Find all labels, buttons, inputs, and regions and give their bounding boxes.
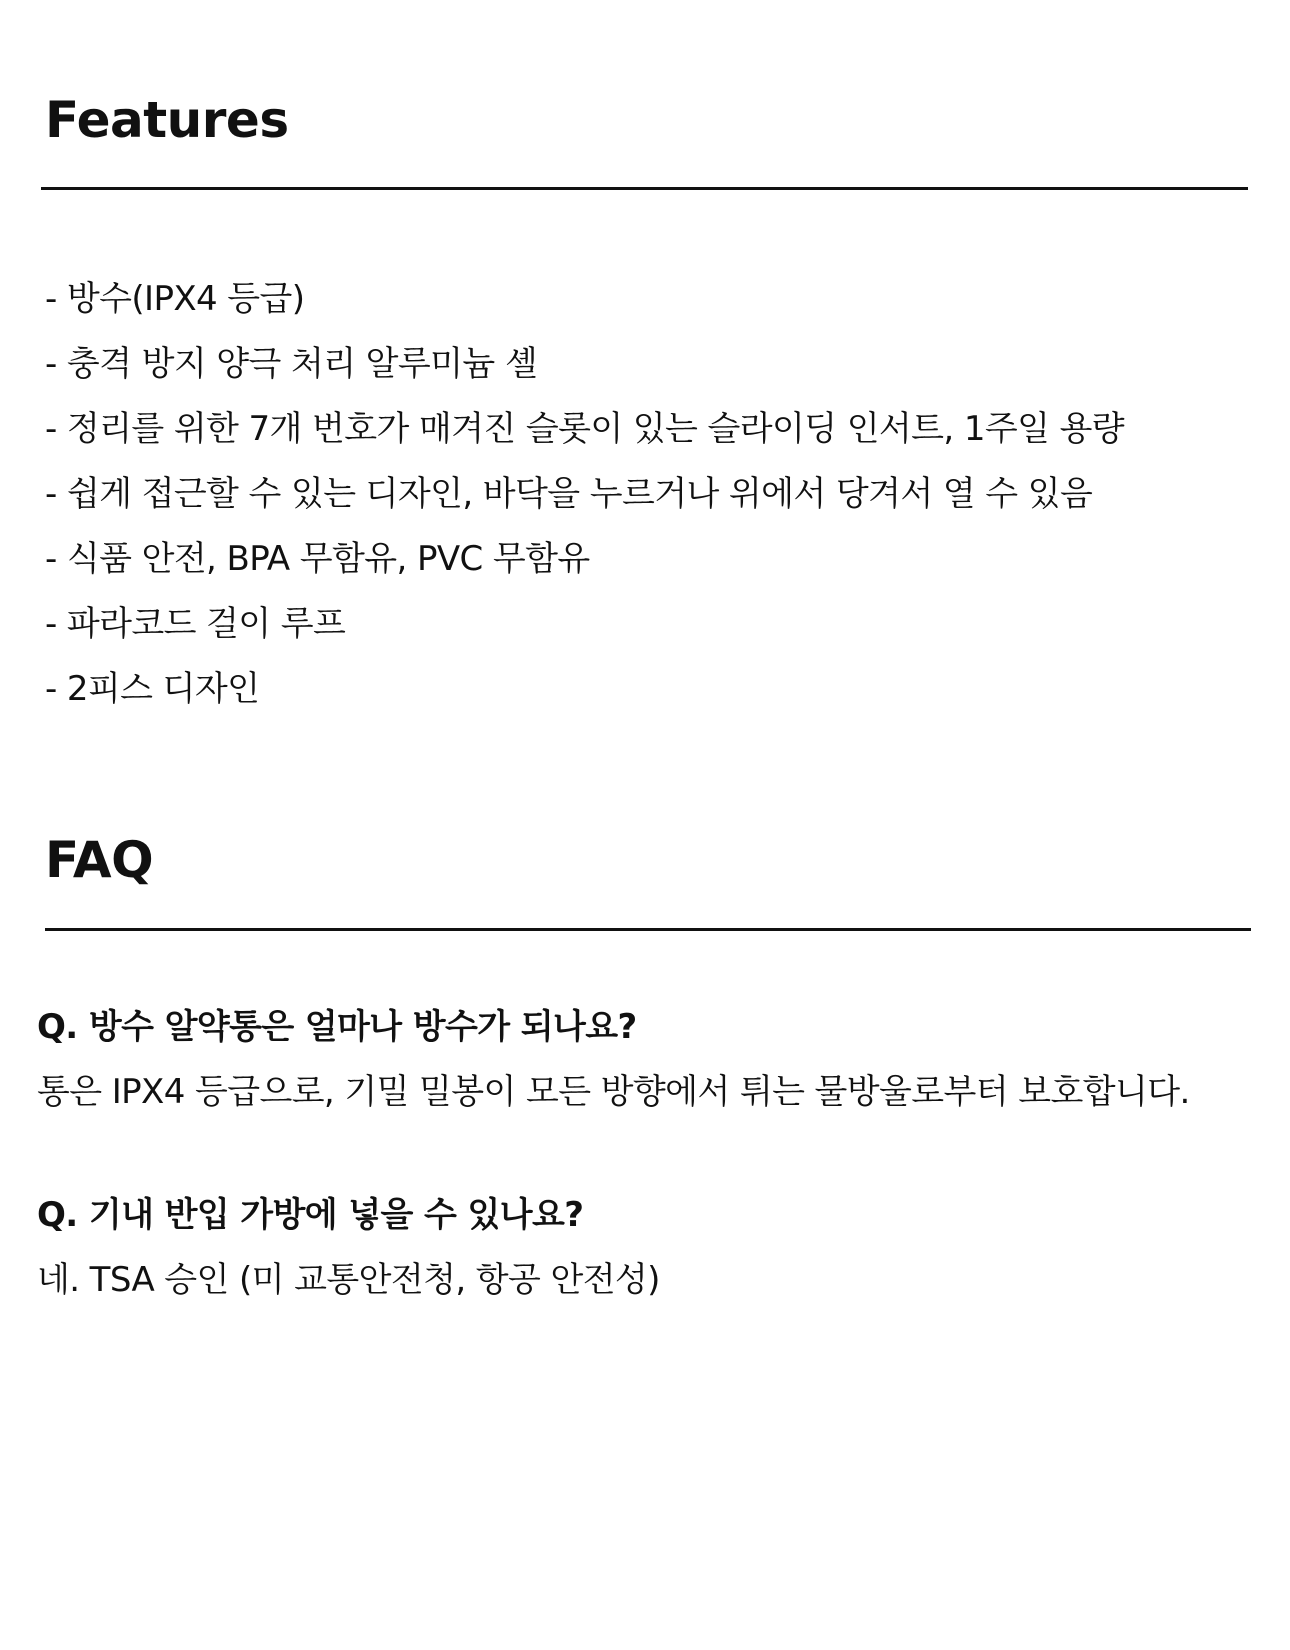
features-list [45,279,1125,737]
faq-heading: FAQ [45,831,154,889]
faq-list [37,1007,1190,1386]
list-item: - 2피스 디자인 [45,669,260,709]
list-item: - 파라코드 걸이 루프 [45,604,346,644]
list-item: - 쉽게 접근할 수 있는 디자인, 바닥을 누르거나 위에서 당겨서 열 수 있음 [45,474,1093,514]
faq-answer: 통은 IPX4 등급으로, 기밀 밀봉이 모든 방향에서 튀는 물방울로부터 보호합니다. [37,1072,1190,1112]
features-divider [41,187,1248,190]
features-heading: Features [45,91,289,149]
list-item: - 충격 방지 양극 처리 알루미늄 셸 [45,344,538,384]
faq-item [37,1195,1190,1328]
faq-answer: 네. TSA 승인 (미 교통안전청, 항공 안전성) [37,1260,660,1300]
faq-divider [45,928,1251,931]
faq-question: Q. 기내 반입 가방에 넣을 수 있나요? [37,1195,584,1235]
faq-question: Q. 방수 알약통은 얼마나 방수가 되나요? [37,1007,637,1047]
faq-item [37,1007,1190,1140]
list-item: - 정리를 위한 7개 번호가 매겨진 슬롯이 있는 슬라이딩 인서트, 1주일 용량 [45,409,1125,449]
list-item: - 방수(IPX4 등급) [45,279,305,319]
list-item: - 식품 안전, BPA 무함유, PVC 무함유 [45,539,590,579]
